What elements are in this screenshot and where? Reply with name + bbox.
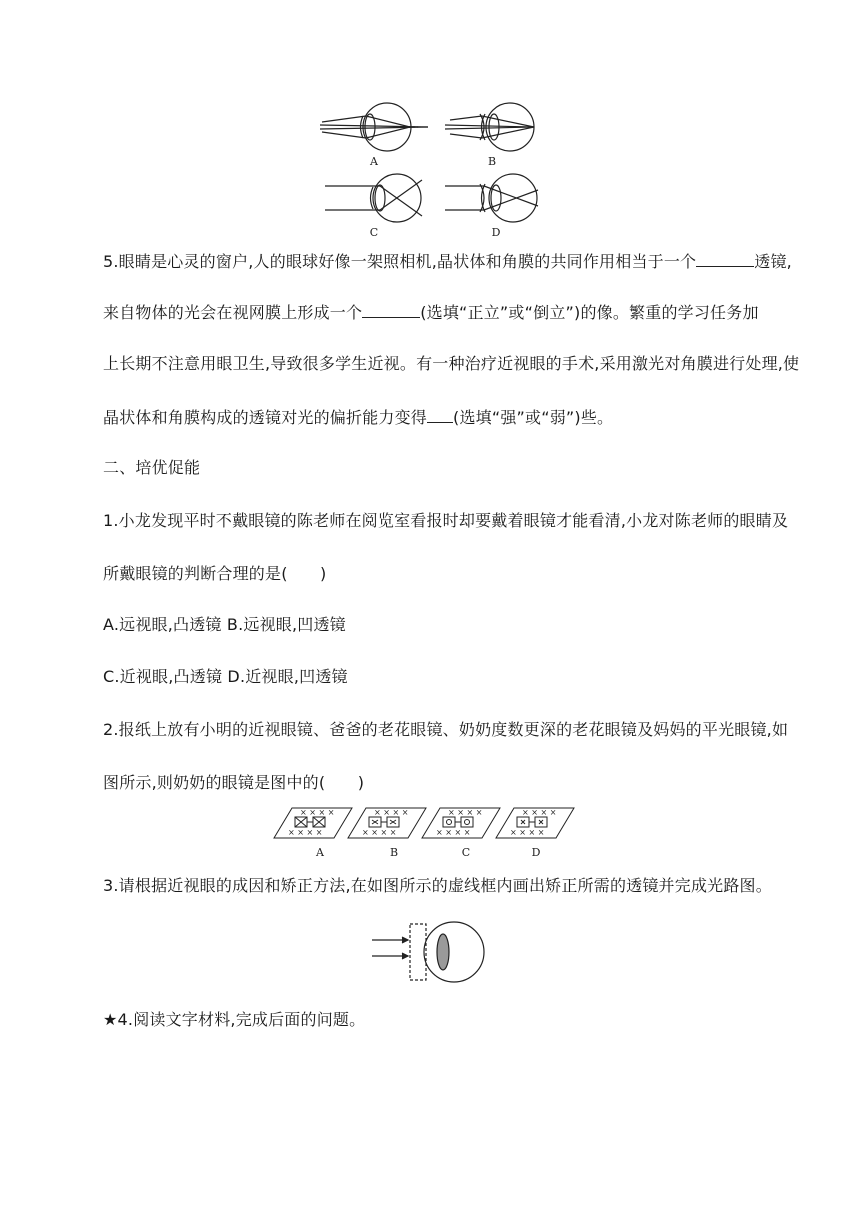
p2-line-2: 图所示,则奶奶的眼镜是图中的( ) (103, 773, 365, 792)
svg-text:× × × ×: × × × × (522, 808, 557, 817)
myopia-correction-figure (368, 920, 492, 984)
svg-text:× × × ×: × × × × (288, 828, 323, 837)
q5-line-4 (103, 408, 613, 428)
glasses-label-a: A (316, 846, 324, 859)
eye-label-b: B (487, 155, 497, 168)
glasses-label-c: C (461, 846, 471, 859)
q5-text-1a: 5.眼睛是心灵的窗户,人的眼球好像一架照相机,晶状体和角膜的共同作用相当于一个 (103, 252, 697, 271)
eye-label-a: A (370, 155, 378, 168)
q5-text-4a: 晶状体和角膜构成的透镜对光的偏折能力变得 (103, 408, 428, 427)
svg-text:× × × ×: × × × × (510, 828, 545, 837)
glasses-label-b: B (389, 846, 399, 859)
q5-line-1 (103, 252, 792, 272)
p1-line-1: 1.小龙发现平时不戴眼镜的陈老师在阅览室看报时却要戴着眼镜才能看清,小龙对陈老师的眼睛及 (103, 511, 789, 530)
q5-line-3: 上长期不注意用眼卫生,导致很多学生近视。有一种治疗近视眼的手术,采用激光对角膜进行处理,使 (103, 354, 800, 373)
q5-blank-2[interactable] (362, 303, 420, 318)
eye-diagram-b (445, 103, 534, 151)
section-2-title: 二、培优促能 (103, 458, 201, 477)
q5-text-4b: (选填“强”或“弱”)些。 (453, 408, 614, 427)
p1-line-2: 所戴眼镜的判断合理的是( ) (103, 564, 327, 583)
svg-text:× × × ×: × × × × (436, 828, 471, 837)
eye-diagram-a (320, 103, 428, 151)
q5-text-2a: 来自物体的光会在视网膜上形成一个 (103, 303, 363, 322)
p4-line-1: ★4.阅读文字材料,完成后面的问题。 (103, 1010, 366, 1029)
svg-text:× × × ×: × × × × (374, 808, 409, 817)
q5-text-2b: (选填“正立”或“倒立”)的像。繁重的学习任务加 (420, 303, 759, 322)
eye-label-c: C (369, 226, 379, 239)
eye-diagrams-figure (300, 98, 560, 240)
glasses-label-d: D (531, 846, 541, 859)
p2-line-1: 2.报纸上放有小明的近视眼镜、爸爸的老花眼镜、奶奶度数更深的老花眼镜及妈妈的平光眼镜,如 (103, 720, 789, 739)
q5-blank-3[interactable] (427, 408, 453, 423)
q5-blank-1[interactable] (696, 252, 754, 267)
p3-line-1: 3.请根据近视眼的成因和矫正方法,在如图所示的虚线框内画出矫正所需的透镜并完成光路图。 (103, 876, 772, 895)
p1-options-cd: C.近视眼,凸透镜 D.近视眼,凹透镜 (103, 667, 348, 686)
eye-diagram-d (445, 174, 538, 222)
svg-text:× × × ×: × × × × (362, 828, 397, 837)
svg-text:× × × ×: × × × × (300, 808, 335, 817)
glasses-on-newspaper-figure (270, 806, 590, 860)
svg-text:× × × ×: × × × × (448, 808, 483, 817)
q5-line-2 (103, 303, 759, 323)
eye-diagram-c (325, 174, 422, 222)
q5-text-1b: 透镜, (754, 252, 792, 271)
p1-options-ab: A.远视眼,凸透镜 B.远视眼,凹透镜 (103, 615, 346, 634)
eye-label-d: D (491, 226, 501, 239)
